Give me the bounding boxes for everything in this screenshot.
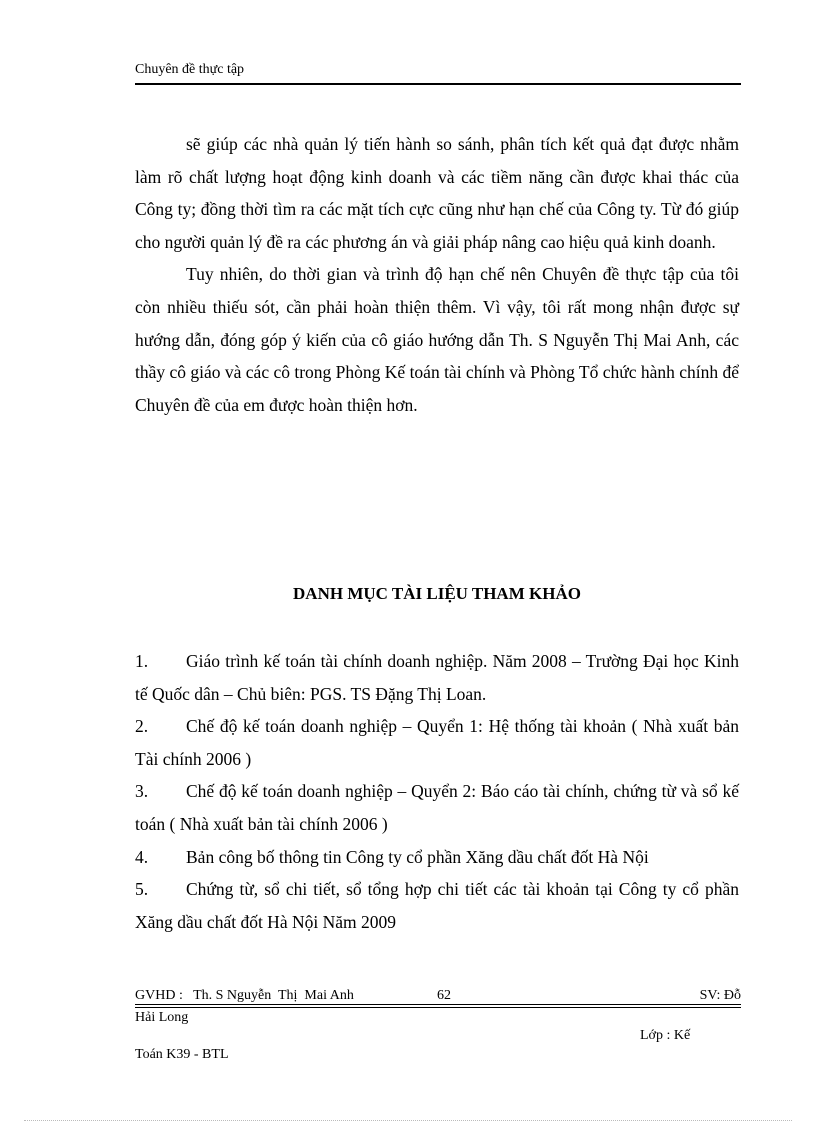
reference-number: 2. bbox=[135, 716, 149, 737]
reference-text: Chế độ kế toán doanh nghiệp – Quyển 2: Báo cáo tài chính, chứng từ và sổ kế toán ( Nhà xuất bản tài chính 2006 ) bbox=[135, 781, 739, 834]
footer-rule bbox=[135, 1007, 741, 1008]
page-number: 62 bbox=[437, 988, 451, 1003]
references-list bbox=[135, 645, 739, 938]
reference-number: 1. bbox=[135, 651, 149, 671]
reference-text: Giáo trình kế toán tài chính doanh nghiệp. Năm 2008 – Trường Đại học Kinh tế Quốc dân – Chủ biên: PGS. TS Đặng Thị Loan. bbox=[135, 651, 739, 704]
page-header-title: Chuyên đề thực tập bbox=[135, 62, 245, 77]
reference-text: Chứng từ, sổ chi tiết, sổ tổng hợp chi tiết các tài khoản tại Công ty cổ phần Xăng dầu chất đốt Hà Nội Năm 2009 bbox=[135, 879, 739, 932]
body-text bbox=[135, 128, 739, 421]
reference-item bbox=[135, 873, 739, 938]
footer-sv: SV: Đỗ bbox=[699, 988, 741, 1003]
footer-rule bbox=[135, 1004, 741, 1005]
references-title: DANH MỤC TÀI LIỆU THAM KHẢO bbox=[293, 584, 581, 603]
reference-item bbox=[135, 645, 739, 710]
reference-item bbox=[135, 775, 739, 840]
footer-class: Lớp : Kế bbox=[640, 1028, 691, 1043]
footer-student-name: Hải Long bbox=[135, 1010, 189, 1025]
footer-class-suffix: Toán K39 - BTL bbox=[135, 1047, 229, 1062]
reference-number: 5. bbox=[135, 879, 149, 900]
page-edge bbox=[24, 1120, 792, 1121]
page-footer bbox=[135, 988, 741, 1062]
reference-item bbox=[135, 710, 739, 775]
reference-number: 3. bbox=[135, 781, 149, 802]
paragraph: Tuy nhiên, do thời gian và trình độ hạn chế nên Chuyên đề thực tập của tôi còn nhiều thiếu sót, cần phải hoàn thiện thêm. Vì vậy, tôi rất mong nhận được sự hướng dẫn, đóng góp ý kiến của cô giáo hướng dẫn Th. S Nguyễn Thị Mai Anh, các thầy cô giáo và các cô trong Phòng Kế toán tài chính và Phòng Tổ chức hành chính để Chuyên đề của em được hoàn thiện hơn. bbox=[135, 264, 739, 415]
reference-number: 4. bbox=[135, 846, 149, 867]
footer-gvhd: GVHD : Th. S Nguyễn Thị Mai Anh bbox=[135, 988, 354, 1003]
reference-item bbox=[135, 841, 739, 874]
reference-text: Bản công bố thông tin Công ty cổ phần Xăng dầu chất đốt Hà Nội bbox=[186, 846, 649, 867]
reference-text: Chế độ kế toán doanh nghiệp – Quyển 1: Hệ thống tài khoản ( Nhà xuất bản Tài chính 2006 ) bbox=[135, 716, 739, 769]
paragraph: sẽ giúp các nhà quản lý tiến hành so sánh, phân tích kết quả đạt được nhằm làm rõ chất lượng hoạt động kinh doanh và các tiềm năng cần được khai thác của Công ty; đồng thời tìm ra các mặt tích cực cũng như hạn chế của Công ty. Từ đó giúp cho người quản lý đề ra các phương án và giải pháp nâng cao hiệu quả kinh doanh. bbox=[135, 134, 739, 252]
header-rule bbox=[135, 83, 741, 85]
